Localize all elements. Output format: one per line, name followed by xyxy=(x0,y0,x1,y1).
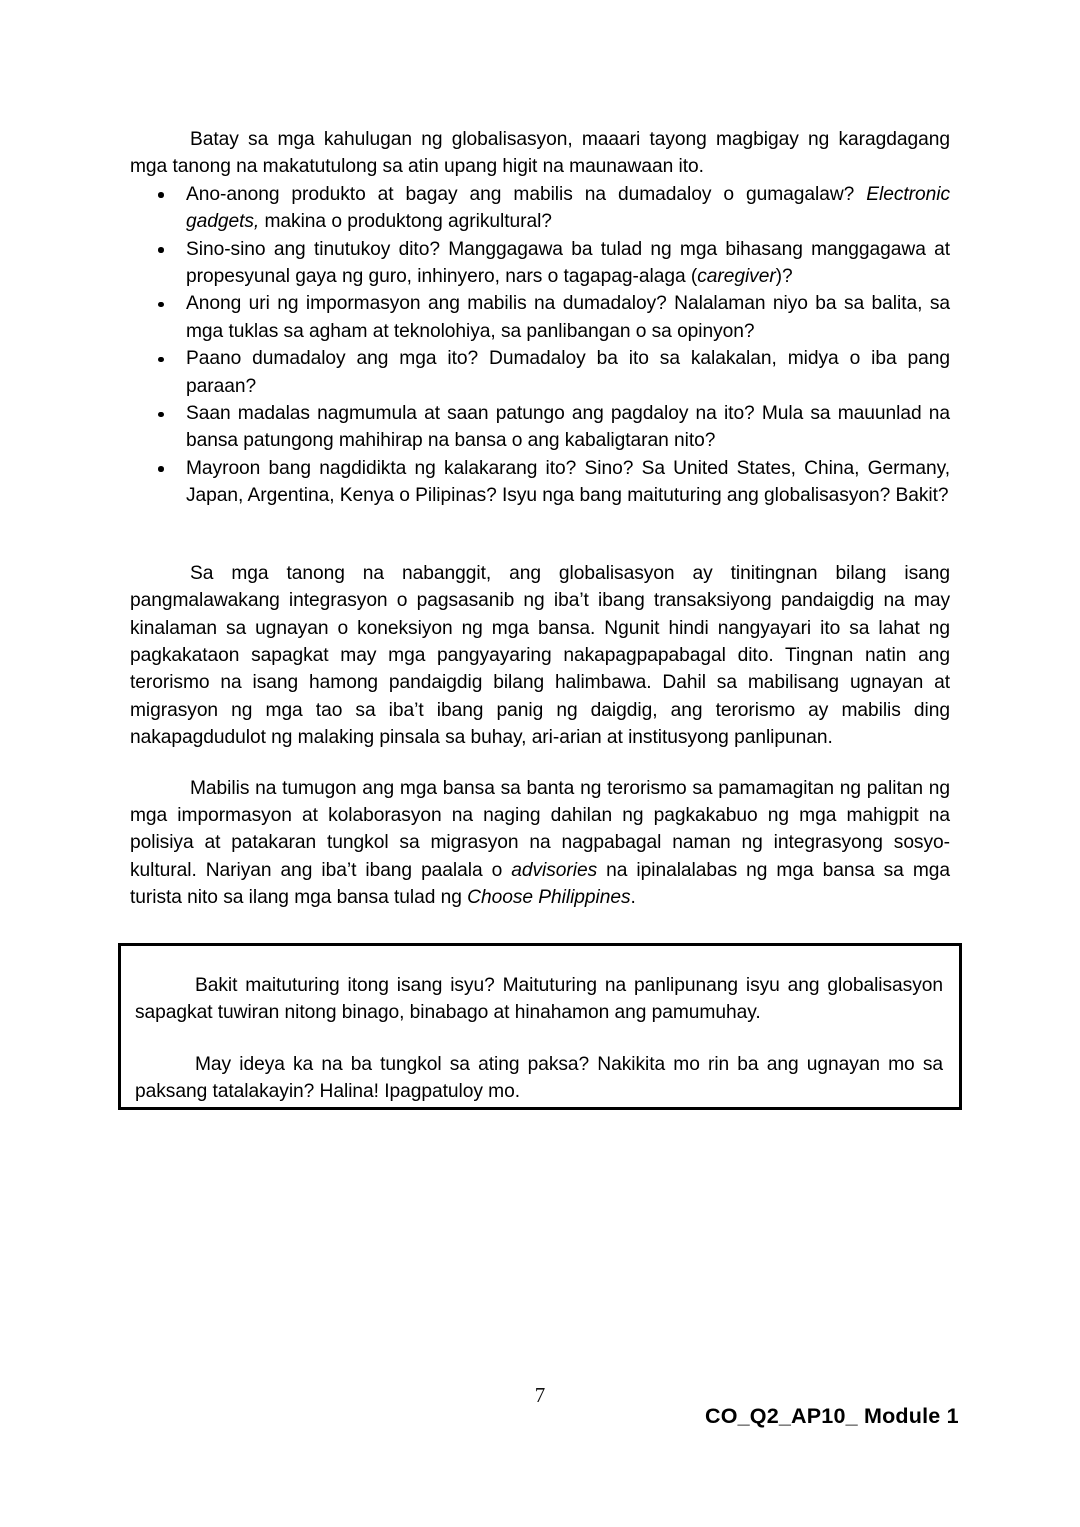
bullet-text-information: Anong uri ng impormasyon ang mabilis na dumadaloy? Nalalaman niyo ba sa balita, sa mga tuklas sa agham at teknolohiya, sa panlibangan o sa opinyon? xyxy=(186,293,950,342)
bullet-text-who-dictates: Mayroon bang nagdidikta ng kalakarang ito? Sino? Sa United States, China, Germany, Japan, Argentina, Kenya o Pilipinas? Isyu nga bang maituturing ang globalisasyon? Bakit? xyxy=(186,457,950,507)
page-number: 7 xyxy=(534,1383,546,1407)
callout-paragraph-2: May ideya ka na ba tungkol sa ating paksa? Nakikita mo rin ba ang ugnayan mo sa paksang tatalakayin? Halina! Ipagpatuloy mo. xyxy=(135,1053,943,1103)
list-item xyxy=(130,345,950,400)
callout-content xyxy=(121,946,959,1106)
list-item xyxy=(130,290,950,345)
bullet-text-who: Sino-sino ang tinutukoy dito? Manggagawa ba tulad ng mga bihasang manggagawa at propesyunal gaya ng guro, inhinyero, nars o tagapag-alaga (caregiver)? xyxy=(186,238,950,288)
spacer xyxy=(135,1027,943,1051)
intro-paragraph: Batay sa mga kahulugan ng globalisasyon, maaari tayong magbigay ng karagdagang mga tanong na makatutulong sa atin upang higit na maunawaan ito. xyxy=(130,129,950,178)
bullet-text-products: Ano-anong produkto at bagay ang mabilis na dumadaloy o gumagalaw? Electronic gadgets, makina o produktong agrikultural? xyxy=(186,183,950,233)
body-paragraph-1: Sa mga tanong na nabanggit, ang globalisasyon ay tinitingnan bilang isang pangmalawakang integrasyon o pagsasanib ng iba’t ibang transaksiyong pandaigdig na may kinalaman sa ugnayan o koneksiyon ng mga bansa. Ngunit hindi nangyayari ito sa lahat ng pagkakataon sapagkat may mga pangyayaring nakapagpapabagal dito. Tingnan natin ang terorismo na isang hamong pandaigdig bilang halimbawa. Dahil sa mabilisang ugnayan at migrasyon ng mga tao sa iba’t ibang panig ng daigdig, ang terorismo ay mabilis ding nakapagdudulot ng malaking pinsala sa buhay, ari-arian at institusyong panlipunan. xyxy=(130,562,950,749)
callout-paragraph-1: Bakit maituturing itong isang isyu? Maituturing na panlipunang isyu ang globalisasyon sapagkat tuwiran nitong binago, binabago at hinahamon ang pamumuhay. xyxy=(135,975,943,1024)
callout-box xyxy=(118,943,962,1110)
body-paragraph-2: Mabilis na tumugon ang mga bansa sa banta ng terorismo sa pamamagitan ng palitan ng mga impormasyon at kolaborasyon na naging dahilan ng pagkakabuo ng mga mahigpit na polisiya at patakaran tungkol sa migrasyon na nagpabagal naman ng integrasyong sosyo-kultural. Nariyan ang iba’t ibang paalala o advisories na ipinalalabas ng mga bansa sa mga turista nito sa ilang mga bansa tulad ng Choose Philippines. xyxy=(130,777,950,909)
bullet-text-where: Saan madalas nagmumula at saan patungo ang pagdaloy na ito? Mula sa mauunlad na bansa patungong mahihirap na bansa o ang kabaligtaran nito? xyxy=(186,403,950,452)
spacer xyxy=(130,510,950,560)
bullet-text-how: Paano dumadaloy ang mga ito? Dumadaloy ba ito sa kalakalan, midya o iba pang paraan? xyxy=(186,348,950,397)
list-item xyxy=(130,400,950,455)
document-content xyxy=(130,126,950,912)
module-label: CO_Q2_AP10_ Module 1 xyxy=(705,1404,959,1428)
spacer xyxy=(130,752,950,775)
list-item xyxy=(130,455,950,510)
list-item xyxy=(130,236,950,291)
list-item xyxy=(130,181,950,236)
question-bullet-list xyxy=(130,181,950,510)
